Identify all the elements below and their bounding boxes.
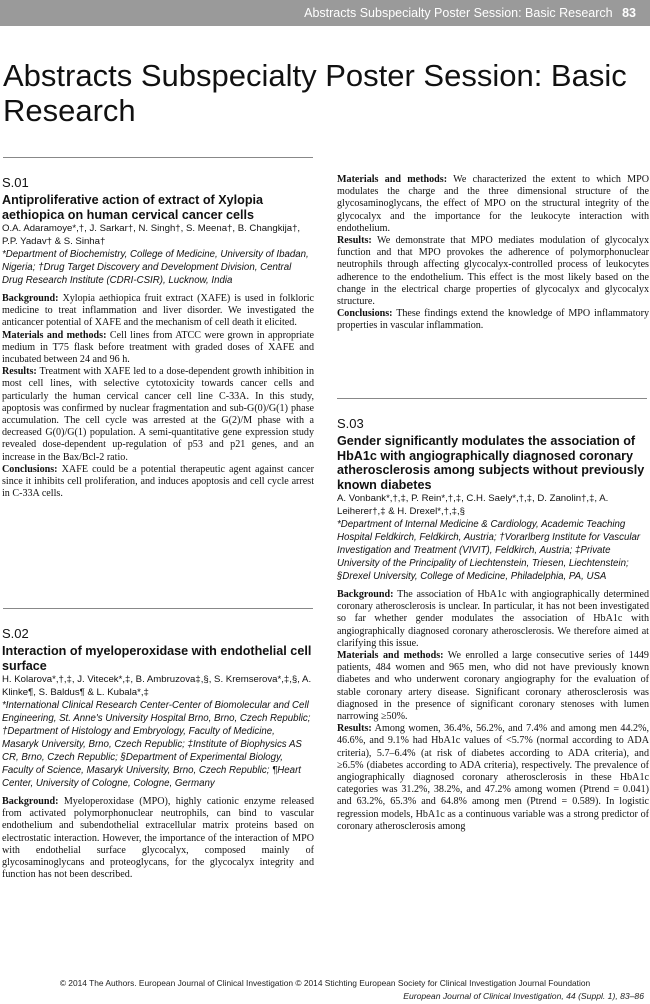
abstract-title: Gender significantly modulates the association of HbA1c with angiographically diagnosed coronary atherosclerosis among subjects without previously known diabetes — [337, 434, 645, 492]
abstract-s02 — [2, 626, 314, 881]
abstract-title: Interaction of myeloperoxidase with endothelial cell surface — [2, 644, 312, 673]
abstract-id: S.03 — [337, 416, 364, 431]
divider — [3, 608, 313, 609]
methods-para: Materials and methods: We enrolled a large consecutive series of 1449 patients, 484 women and 965 men, who did not have previously known diabetes and who underwent coronary angiography for the evaluation of stable coronary artery disease. Significant coronary atherosclerosis was diagnosed in the presence of significant coronary stenoses with lumen narrowing ≥50%. — [337, 650, 649, 723]
methods-para: Materials and methods: Cell lines from ATCC were grown in appropriate medium in T75 flask before treatment with graded doses of XAFE and incubated between 24 and 96 h. — [2, 329, 314, 366]
background-para: Background: Myeloperoxidase (MPO), highly cationic enzyme released from activated polymorphonuclear neutrophils, can bind to vascular endothelium and subendothelial extracellular matrix proteins based on electrostatic interaction. However, the importance of the interaction of MPO with endothelial surface glycocalyx, composed mainly of glycosaminoglycans and proteoglycans, for the glycocalyx integrity and function has not been described. — [2, 796, 314, 881]
background-para: Background: Xylopia aethiopica fruit extract (XAFE) is used in folkloric medicine to treat inflammation and liver disorder. We investigated the anticancer potential of XAFE and the mechanism of cell death it elicited. — [2, 293, 314, 329]
background-para: Background: The association of HbA1c with angiographically determined coronary atherosclerosis is unclear. In particular, it has not been investigated so far whether gender modulates the association of HbA1c with angiographically diagnosed coronary atherosclerosis. We therefore aimed at clarifying this issue. — [337, 589, 649, 649]
abstract-s01 — [2, 175, 314, 500]
affiliations: *Department of Internal Medicine & Cardiology, Academic Teaching Hospital Feldkirch, Feldkirch, Austria; †Vorarlberg Institute for Vascular Investigation and Treatment (VIVIT), Feldkirch, Austria; ‡Private University of the Principality of Liechtenstein, Triesen, Liechtenstein; §Drexel University, College of Medicine, Philadelphia, PA, USA — [337, 519, 641, 582]
results-para: Results: Among women, 36.4%, 56.2%, and 7.4% and among men 44.2%, 46.6%, and 9.1% had HbA1c values of <5.7% (normal according to ADA criteria), 5.7–6.4% (at risk of diabetes according to ADA criteria), and ≥6.5% (diabetes according to ADA criteria), respectively. The prevalence of angiographically diagnosed coronary atherosclerosis in these HbA1c categories was 31.2%, 38.2%, and 47.2% among women (Ptrend = 0.041) and 63.2%, 65.3% and 64.8% among men (Ptrend = 0.589). In logistic regression models, HbA1c as a continuous variable was a strong predictor of coronary atherosclerosis among — [337, 723, 649, 832]
divider — [3, 157, 313, 158]
section-title: Abstracts Subspecialty Poster Session: Basic Research — [3, 58, 627, 128]
abstract-id: S.01 — [2, 175, 29, 190]
results-para: Results: We demonstrate that MPO mediates modulation of glycocalyx function and that MPO provokes the adherence of polymorphonuclear neutrophils through affecting glycocalyx-controlled process of leukocytes adherence to the endothelium. This effect is the most likely based on the change in the electrical charge properties of glycocalyx and glycocalyx structure. — [337, 235, 649, 308]
authors: H. Kolarova*,†,‡, J. Vitecek*,‡, B. Ambruzova‡,§, S. Kremserova*,‡,§, A. Klinke¶, S. Baldus¶ & L. Kubala*,‡ — [2, 674, 312, 698]
conclusions-para: Conclusions: XAFE could be a potential therapeutic agent against cancer since it inhibits cell proliferation, and induces apoptosis and cell cycle arrest in C-33A cells. — [2, 463, 314, 500]
journal-citation: European Journal of Clinical Investigation, 44 (Suppl. 1), 83–86 — [403, 991, 644, 1001]
affiliations: *Department of Biochemistry, College of Medicine, University of Ibadan, Nigeria; †Drug Target Discovery and Development Division, Central Drug Research Institute (CDRI-CSIR), Lucknow, India — [2, 249, 309, 286]
abstract-s03 — [337, 416, 649, 833]
running-header — [0, 0, 650, 26]
running-title: Abstracts Subspecialty Poster Session: Basic Research — [304, 6, 613, 20]
results-para: Results: Treatment with XAFE led to a dose-dependent growth inhibition in most cell lines, with selective cytotoxicity towards cancer cells and particularly the human cervical cancer cell line C-33A. In this study, apoptosis was confirmed by nuclear fragmentation and sub-G(0)/G(1) phase accumulation. The cell cycle was arrested at the G(2)/M phase with a decreased G(0)/G(1) population. A semi-quantitative gene expression study revealed dose-dependent up-regulation of p53 and p21 genes, and an increase in the Bax/Bcl-2 ratio. — [2, 366, 315, 463]
copyright: © 2014 The Authors. European Journal of Clinical Investigation © 2014 Stichting European Society for Clinical Investigation Journal Foundation — [59, 978, 591, 988]
abstract-title: Antiproliferative action of extract of Xylopia aethiopica on human cervical cancer cells — [2, 193, 264, 222]
abstract-id: S.02 — [2, 626, 29, 641]
authors: O.A. Adaramoye*,†, J. Sarkar†, N. Singh†, S. Meena†, B. Changkija†, P.P. Yadav† & S. Sinha† — [2, 223, 301, 247]
page-number: 83 — [622, 6, 636, 20]
methods-para: Materials and methods: We characterized the extent to which MPO modulates the charge and the three dimensional structure of the glycosaminoglycans, the effect of MPO on the structural integrity of the glycocalyx and the importance for the leukocyte interaction with endothelium. — [337, 174, 649, 234]
divider — [337, 398, 647, 399]
authors: A. Vonbank*,†,‡, P. Rein*,†,‡, C.H. Saely*,†,‡, D. Zanolin†,‡, A. Leiherer†,‡ & H. Drexel*,†,‡,§ — [337, 493, 609, 517]
abstract-s02-continued — [337, 174, 649, 333]
conclusions-para: Conclusions: These findings extend the knowledge of MPO inflammatory properties in vascular inflammation. — [337, 308, 649, 332]
affiliations: *International Clinical Research Center-Center of Biomolecular and Cell Engineering, St. Anne's University Hospital Brno, Brno, Czech Republic; †Department of Histology and Embryology, Faculty of Medicine, Masaryk University, Brno, Czech Republic; ‡Institute of Biophysics AS CR, Brno, Czech Republic; §Department of Experimental Biology, Faculty of Science, Masaryk University, Brno, Czech Republic; ¶Heart Center, University of Cologne, Cologne, Germany — [2, 700, 311, 789]
